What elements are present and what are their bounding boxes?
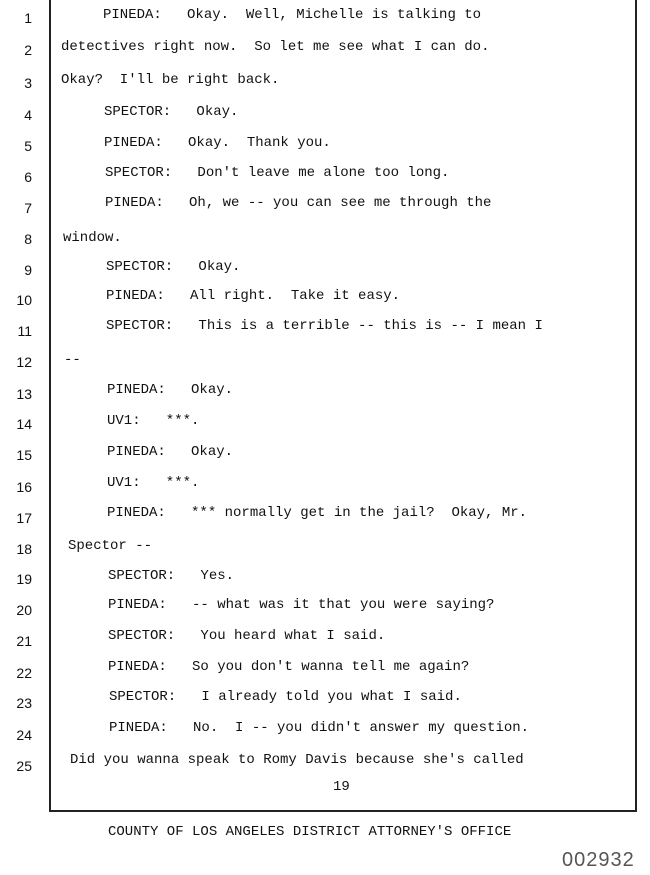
line-number: 9 [24, 262, 32, 278]
transcript-line: PINEDA: Okay. Thank you. [104, 135, 331, 151]
bates-number: 002932 [562, 849, 635, 871]
transcript-line: UV1: ***. [107, 475, 200, 491]
line-number: 13 [16, 386, 32, 402]
line-number: 19 [16, 571, 32, 587]
line-number: 11 [17, 323, 32, 339]
transcript-line: SPECTOR: Don't leave me alone too long. [105, 165, 450, 181]
transcript-line: PINEDA: All right. Take it easy. [106, 288, 401, 304]
line-number: 3 [24, 75, 32, 91]
transcript-line: PINEDA: Okay. [107, 382, 234, 398]
line-number: 5 [24, 138, 32, 154]
bottom-margin-rule [49, 810, 637, 812]
line-number: 7 [24, 200, 32, 216]
transcript-line: PINEDA: *** normally get in the jail? Okay, Mr. [107, 505, 528, 521]
transcript-line: SPECTOR: This is a terrible -- this is -- I mean I [106, 318, 543, 334]
transcript-line: PINEDA: No. I -- you didn't answer my question. [109, 720, 530, 736]
transcript-line: UV1: ***. [107, 413, 200, 429]
line-number: 25 [16, 758, 32, 774]
page-number: 19 [333, 779, 350, 795]
line-number: 18 [16, 541, 32, 557]
transcript-line: SPECTOR: You heard what I said. [108, 628, 386, 644]
transcript-line: SPECTOR: Okay. [104, 104, 239, 120]
transcript-line: Okay? I'll be right back. [61, 72, 280, 88]
line-number: 8 [24, 231, 32, 247]
transcript-line: Did you wanna speak to Romy Davis because she's called [70, 752, 524, 768]
line-number: 20 [16, 602, 32, 618]
transcript-line: PINEDA: Oh, we -- you can see me through the [105, 195, 492, 211]
line-number: 14 [16, 416, 32, 432]
line-number: 24 [16, 727, 32, 743]
transcript-line: Spector -- [68, 538, 153, 554]
transcript-line: PINEDA: So you don't wanna tell me again? [108, 659, 470, 675]
transcript-line: PINEDA: Okay. [107, 444, 234, 460]
line-number: 1 [24, 10, 32, 26]
left-margin-rule [49, 0, 51, 812]
transcript-line: -- [64, 352, 81, 368]
transcript-line: SPECTOR: Yes. [108, 568, 235, 584]
transcript-line: SPECTOR: Okay. [106, 259, 241, 275]
line-number: 4 [24, 107, 32, 123]
office-footer: COUNTY OF LOS ANGELES DISTRICT ATTORNEY'S OFFICE [108, 824, 512, 840]
line-number: 16 [16, 479, 32, 495]
line-number: 21 [16, 633, 32, 649]
line-number: 12 [16, 354, 32, 370]
line-number: 17 [16, 510, 32, 526]
transcript-line: SPECTOR: I already told you what I said. [109, 689, 462, 705]
line-number: 23 [16, 695, 32, 711]
transcript-line: PINEDA: -- what was it that you were saying? [108, 597, 495, 613]
line-number: 10 [16, 292, 32, 308]
line-number: 15 [16, 447, 32, 463]
line-number: 6 [24, 169, 32, 185]
right-margin-rule [635, 0, 637, 812]
line-number: 2 [24, 42, 32, 58]
transcript-line: window. [63, 230, 122, 246]
transcript-line: PINEDA: Okay. Well, Michelle is talking to [103, 7, 482, 23]
line-number: 22 [16, 665, 32, 681]
transcript-line: detectives right now. So let me see what I can do. [61, 39, 490, 55]
